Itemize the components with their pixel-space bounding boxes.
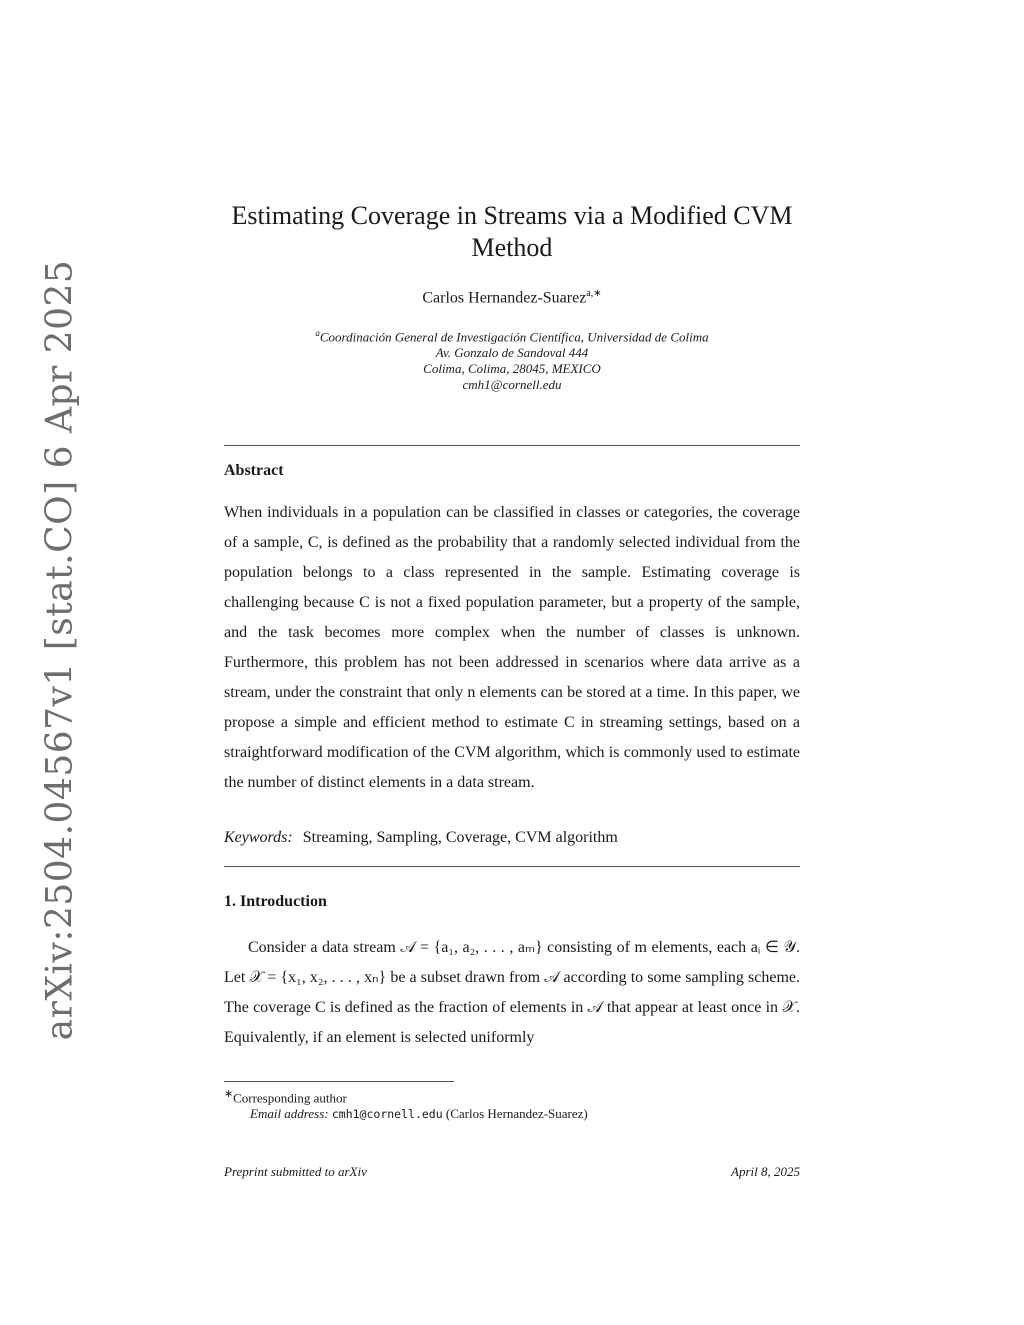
abstract-bottom-rule: [224, 866, 800, 867]
abstract-top-rule: [224, 445, 800, 446]
paper-title: [200, 200, 824, 264]
introduction-heading: 1. Introduction: [224, 893, 327, 910]
preprint-note: Preprint submitted to arXiv: [224, 1164, 367, 1179]
keywords-line: [224, 829, 618, 847]
affiliation-line-2: Av. Gonzalo de Sandoval 444: [435, 345, 589, 361]
title-line-2: Method: [471, 233, 553, 262]
author-name: Carlos Hernandez-Suarez: [422, 289, 587, 307]
email-owner: (Carlos Hernandez-Suarez): [445, 1106, 588, 1122]
affiliation-line-3: Colima, Colima, 28045, MEXICO: [423, 361, 601, 377]
abstract-text: When individuals in a population can be classified in classes or categories, the coverage of a sample, C, is defined as the probability that a randomly selected individual from the population belongs to a class represented in the sample. Estimating coverage is challenging because C is not a fixed population parameter, but a property of the sample, and the task becomes more complex when the number of classes is unknown. Furthermore, this problem has not been addressed in scenarios where data arrive as a stream, under the constraint that only n elements can be stored at a time. In this paper, we propose a simple and efficient method to estimate C in streaming settings, based on a straightforward modification of the CVM algorithm, which is commonly used to estimate the number of distinct elements in a data stream.: [224, 504, 800, 791]
footnote: [224, 1086, 588, 1122]
arxiv-watermark: arXiv:2504.04567v1 [stat.CO] 6 Apr 2025: [39, 259, 81, 1041]
keywords-label: Keywords:: [224, 829, 293, 846]
email-address: cmh1@cornell.edu: [331, 1107, 443, 1122]
keywords-value: Streaming, Sampling, Coverage, CVM algorithm: [302, 829, 618, 846]
preprint-date: April 8, 2025: [731, 1164, 800, 1179]
email-label: Email address:: [250, 1106, 329, 1122]
affiliation-email: cmh1@cornell.edu: [462, 377, 562, 393]
footnote-email-line: [224, 1106, 588, 1122]
affiliation: [0, 325, 1024, 393]
author-line: [0, 288, 1024, 307]
affiliation-mark: a: [315, 328, 320, 338]
footnote-rule: [224, 1081, 454, 1082]
introduction-paragraph: Consider a data stream 𝒜 = {a₁, a₂, . . . , aₘ} consisting of m elements, each aᵢ ∈ 𝒴. Let 𝒳 = {x₁, x₂, . . . , xₙ} be a subset drawn from 𝒜 according to some sampling scheme. The coverage C is defined as the fraction of elements in 𝒜 that appear at least once in 𝒳. Equivalently, if an element is selected uniformly: [224, 939, 800, 1046]
footnote-corresponding: ∗Corresponding author: [224, 1088, 347, 1106]
title-line-1: Estimating Coverage in Streams via a Modified CVM: [231, 201, 793, 230]
affiliation-line-1: $^a$Coordinación General de Investigación Científica, Universidad de Colima: [315, 328, 709, 345]
abstract-heading: Abstract: [224, 462, 284, 479]
introduction-text: [224, 933, 800, 1053]
author-marks: a,∗: [586, 288, 602, 299]
